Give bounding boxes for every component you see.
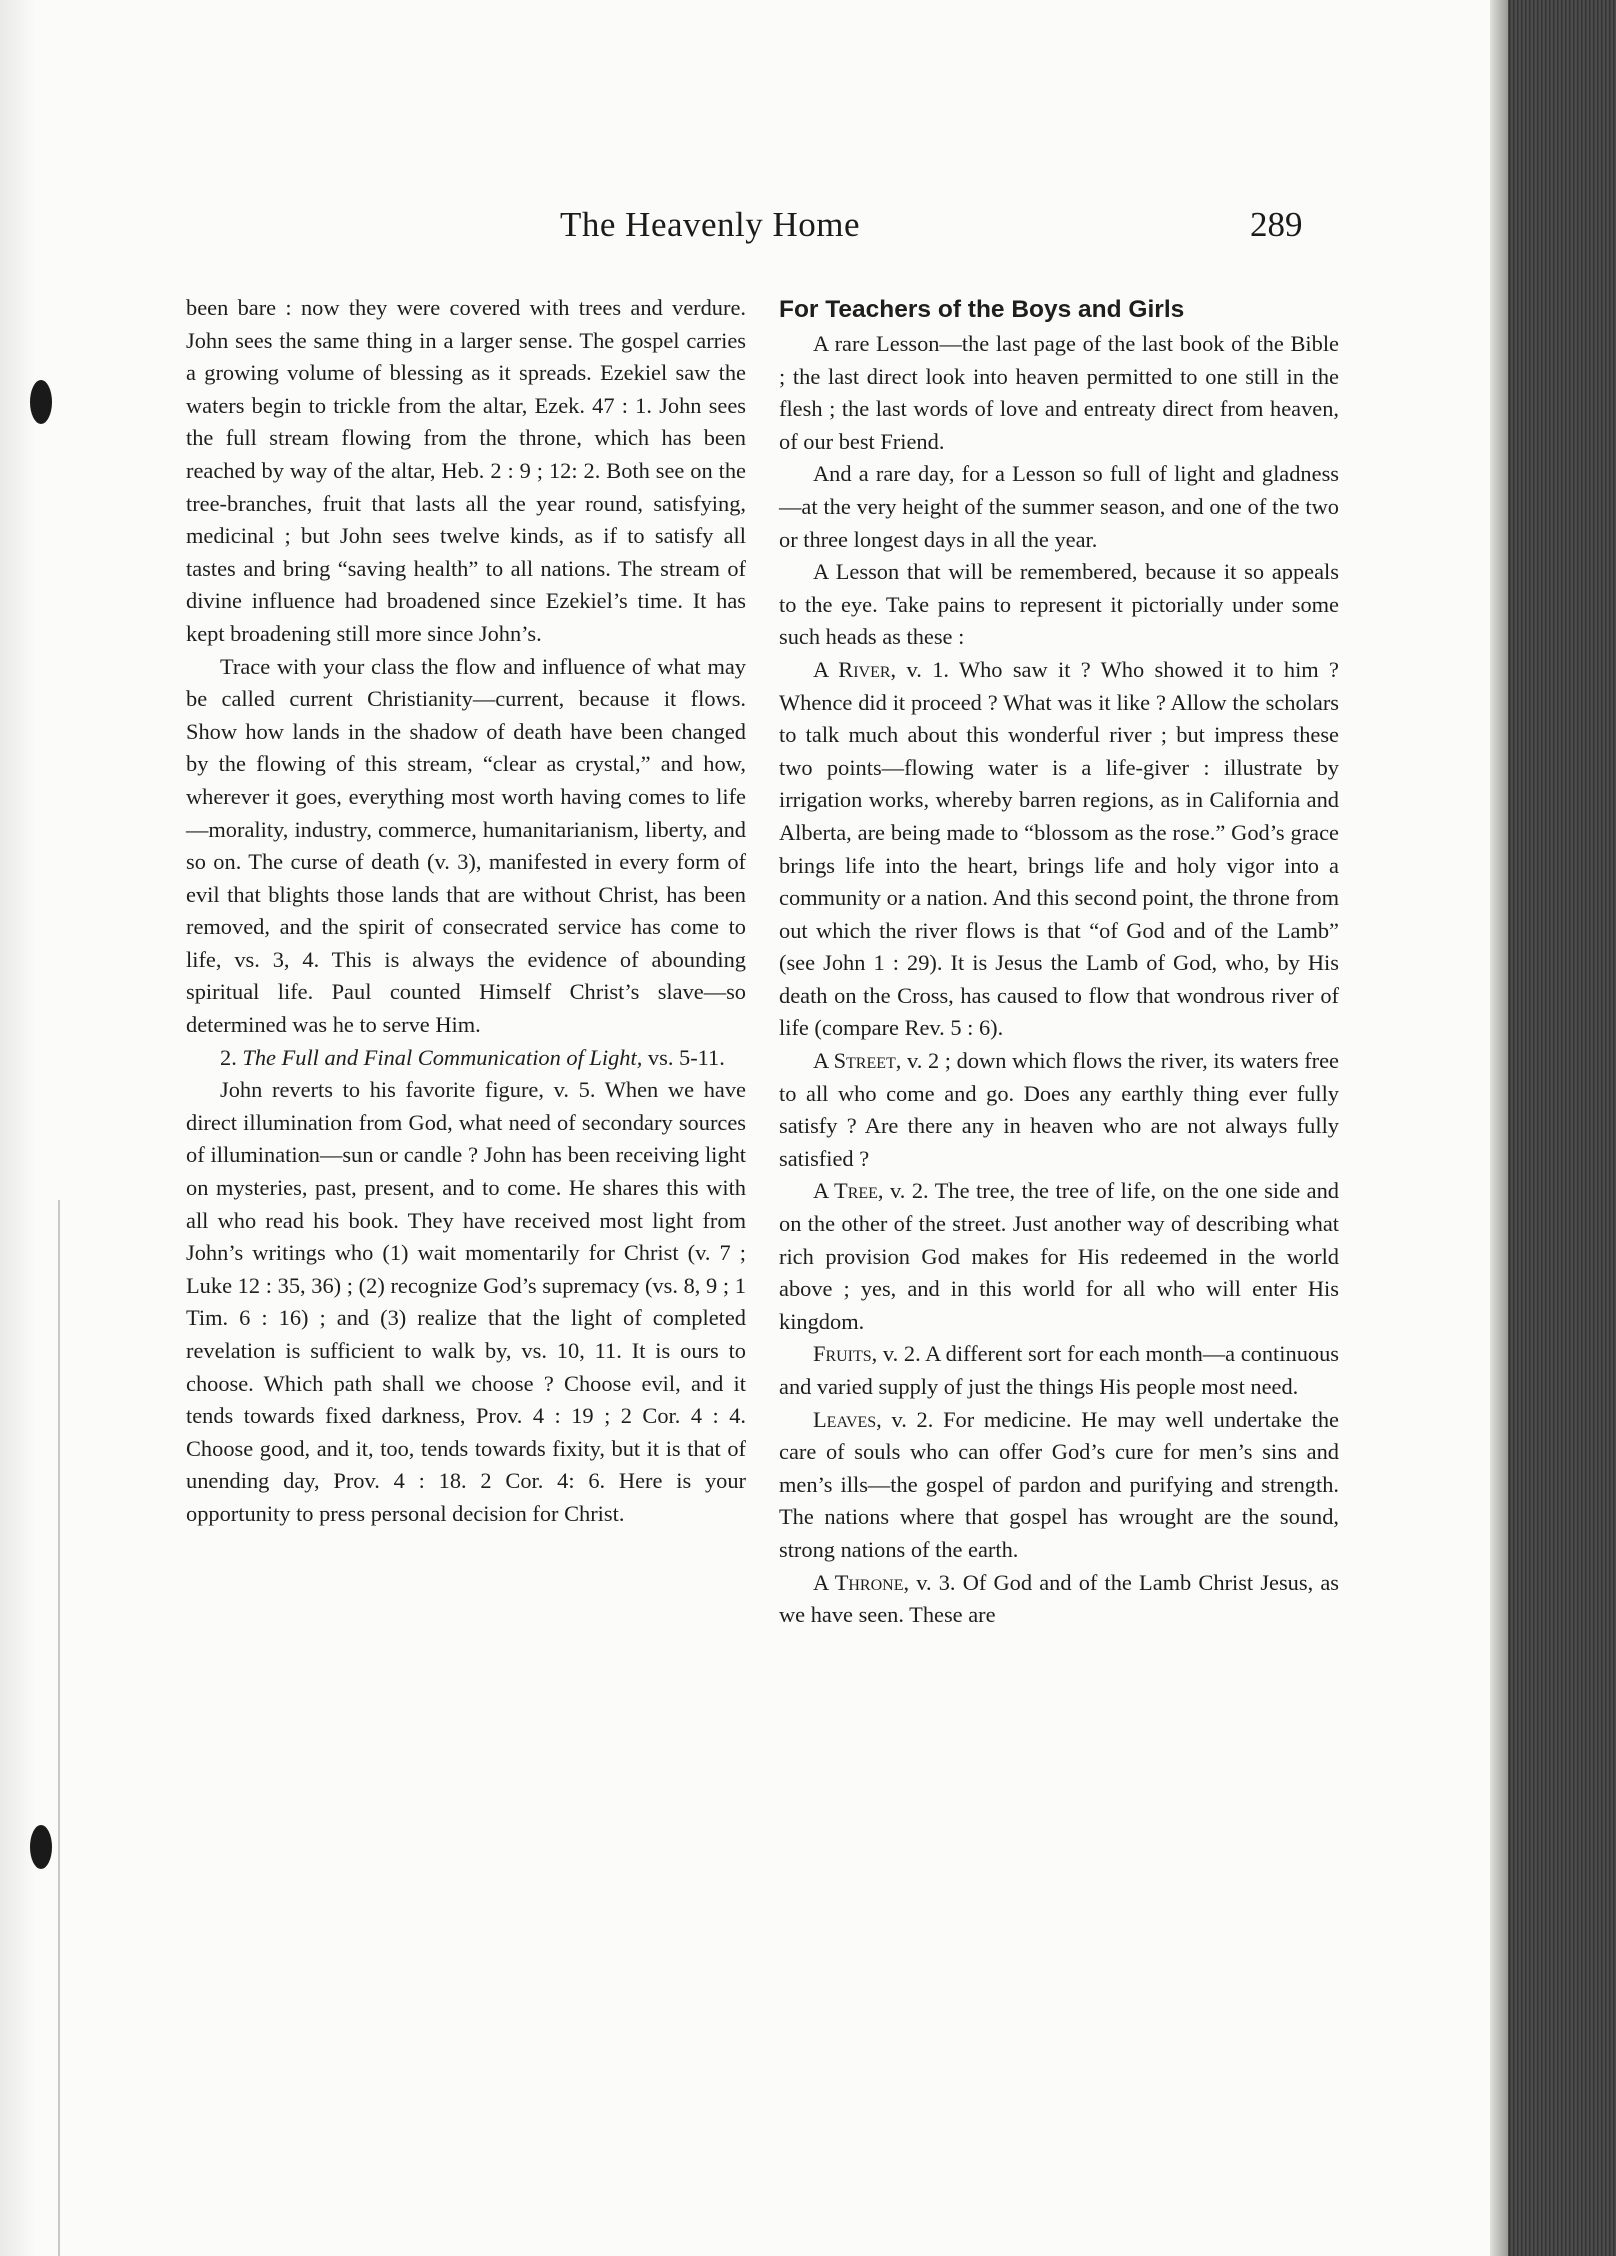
paragraph [779,1567,1339,1632]
page-fold-line [58,1200,60,2256]
paragraph-body: v. 2 ; down which flows the river, its waters free to all who come and go. Does any earthly thing ever fully satisfy ? Are there any in heaven who are not always fully satisfied ? [779,1048,1339,1171]
book-page-edge-highlight [1490,0,1508,2256]
paragraph: A Lesson that will be remembered, because it so appeals to the eye. Take pains to represent it pictorially under some such heads as these : [779,559,1339,650]
paragraph-lead: Fruits, [813,1341,878,1367]
subsection-heading [186,1042,746,1075]
paragraph-lead: A Throne, [813,1569,910,1595]
paragraph [779,1338,1339,1403]
paragraph: A rare Lesson—the last page of the last book of the Bible ; the last direct look into heaven permitted to one still in the flesh ; the last words of love and entreaty direct from heaven, of our best Friend. [779,331,1339,454]
paragraph: And a rare day, for a Lesson so full of light and gladness—at the very height of the summer season, and one of the two or three longest days in all the year. [779,461,1339,552]
paragraph: Trace with your class the flow and influence of what may be called current Christianity—current, because it flows. Show how lands in the shadow of death have been changed by the flowing of this stream, “clear as crystal,” and how, wherever it goes, everything most worth having comes to life—morality, industry, commerce, humanitarianism, liberty, and so on. The curse of death (v. 3), manifested in every form of evil that blights those lands that are without Christ, has been removed, and the spirit of consecrated service has come to life, vs. 3, 4. This is always the evidence of abounding spiritual life. Paul counted Himself Christ’s slave—so determined was he to serve Him. [186,653,746,1038]
page-number: 289 [1250,205,1303,244]
punch-hole-bottom [30,1825,52,1869]
section-heading: For Teachers of the Boys and Girls [779,296,1185,323]
subsection-reference: vs. 5-11. [642,1044,725,1070]
paragraph: John reverts to his favorite figure, v. 5. When we have direct illumination from God, what need of secondary sources of illumination—sun or candle ? John has been receiving light on mysteries, past, present, and to come. He shares this with all who read his book. They have received most light from John’s writings who (1) wait momentarily for Christ (v. 7 ; Luke 12 : 35, 36) ; (2) recognize God’s supremacy (vs. 8, 9 ; 1 Tim. 6 : 16) ; and (3) realize that the light of completed revelation is sufficient to walk by, vs. 10, 11. It is ours to choose. Which path shall we choose ? Choose evil, and it tends towards fixed darkness, Prov. 4 : 19 ; 2 Cor. 4 : 4. Choose good, and it, too, tends towards fixity, but it is that of unending day, Prov. 4 : 18. 2 Cor. 4: 6. Here is your opportunity to press personal decision for Christ. [186,1077,746,1526]
paragraph-body: v. 2. A different sort for each month—a continuous and varied supply of just the things His people most need. [779,1341,1339,1399]
book-page-edges [1490,0,1616,2256]
punch-hole-top [30,380,52,424]
paragraph-body: v. 2. For medicine. He may well undertake the care of souls who can offer God’s cure for men’s sins and men’s ills—the gospel of pardon and purifying and strength. The nations where that gospel has wrought are the sound, strong nations of the earth. [779,1406,1339,1562]
paragraph-lead: A Tree, [813,1178,884,1204]
paragraph-lead: A Street, [813,1048,902,1074]
subsection-number: 2. [220,1044,243,1070]
running-head: The Heavenly Home [560,205,861,244]
paragraph-body: v. 3. Of God and of the Lamb Christ Jesus, as we have seen. These are [779,1569,1339,1628]
paragraph-lead: A River, [813,656,897,682]
paragraph-body: v. 2. The tree, the tree of life, on the one side and on the other of the street. Just another way of describing what rich provision God makes for His redeemed in the world above ; yes, and in this world for all who will enter His kingdom. [779,1178,1339,1334]
paragraph-body: v. 1. Who saw it ? Who showed it to him ? Whence did it proceed ? What was it like ? Allow the scholars to talk much about this wonderful river ; but impress these two points—flowing water is a life-giver : illustrate by irrigation works, whereby barren regions, as in California and Alberta, are being made to “blossom as the rose.” God’s grace brings life into the heart, brings life and holy vigor into a community or a nation. And this second point, the throne from out which the river flows is that “of God and of the Lamb” (see John 1 : 29). It is Jesus the Lamb of God, who, by His death on the Cross, has caused to flow that wondrous river of life (compare Rev. 5 : 6). [779,656,1339,1041]
paragraph-lead: Leaves, [813,1406,882,1432]
right-column [779,292,1339,1632]
left-column [186,292,746,1531]
paragraph [779,1045,1339,1175]
paragraph [779,1404,1339,1567]
paragraph [779,1175,1339,1338]
paragraph: been bare : now they were covered with trees and verdure. John sees the same thing in a larger sense. The gospel carries a growing volume of blessing as it spreads. Ezekiel saw the waters begin to trickle from the altar, Ezek. 47 : 1. John sees the full stream flowing from the throne, which has been reached by way of the altar, Heb. 2 : 9 ; 12: 2. Both see on the tree-branches, fruit that lasts all the year round, satisfying, medicinal ; but John sees twelve kinds, as if to satisfy all tastes and bring “saving health” to all nations. The stream of divine influence had broadened since Ezekiel’s time. It has kept broadening still more since John’s. [186,295,746,646]
subsection-title: The Full and Final Communication of Light, [242,1044,643,1070]
paragraph [779,654,1339,1045]
page-binding-shadow [0,0,36,2256]
